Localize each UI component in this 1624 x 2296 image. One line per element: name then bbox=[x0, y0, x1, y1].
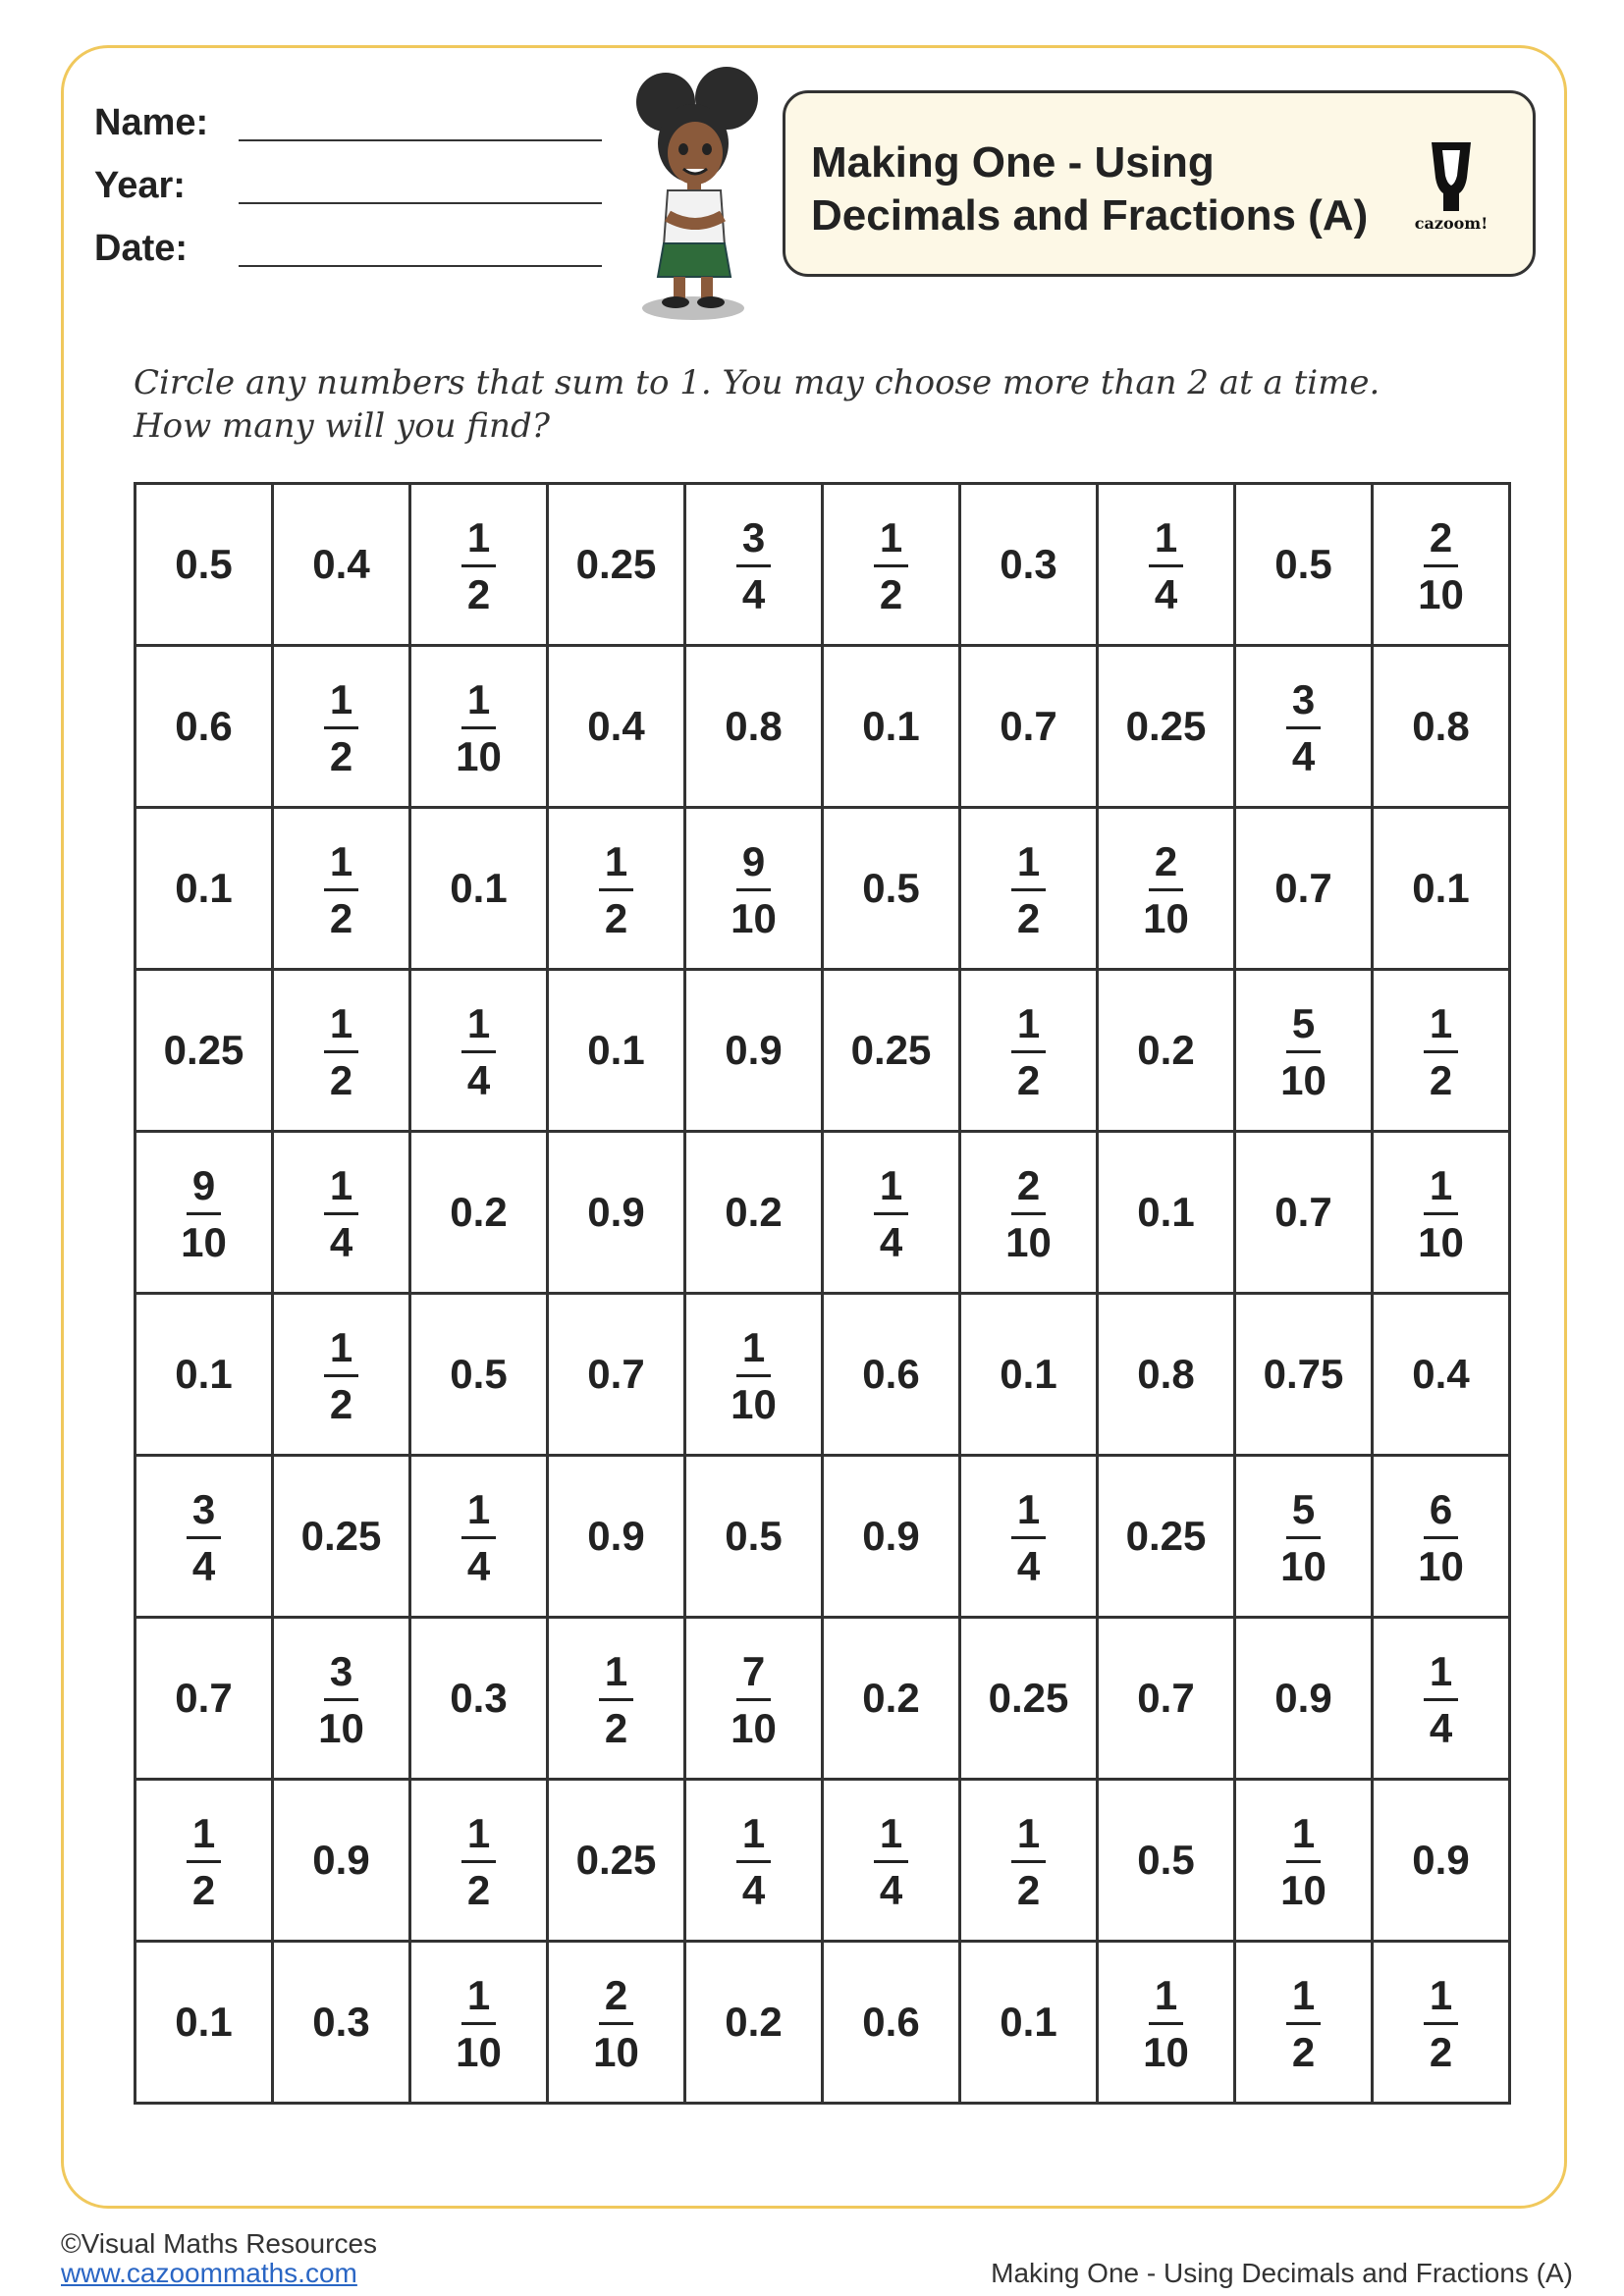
grid-row bbox=[135, 484, 1510, 646]
fraction-denominator: 2 bbox=[191, 1866, 216, 1913]
fraction-numerator: 1 bbox=[1011, 1489, 1046, 1539]
grid-cell[interactable] bbox=[273, 1132, 410, 1294]
fraction bbox=[1286, 675, 1321, 779]
grid-cell[interactable]: 0.1 bbox=[823, 646, 960, 808]
fraction bbox=[461, 1485, 496, 1589]
fraction-denominator: 4 bbox=[1429, 1704, 1453, 1751]
cazoom-logo bbox=[1412, 138, 1490, 233]
fraction-denominator: 10 bbox=[1280, 1542, 1326, 1589]
instructions-line-1: Circle any numbers that sum to 1. You may choose more than 2 at a time. bbox=[134, 363, 1380, 402]
fraction bbox=[1424, 1647, 1458, 1751]
grid-cell[interactable] bbox=[1235, 970, 1373, 1132]
fraction-denominator: 4 bbox=[1154, 570, 1178, 617]
grid-cell[interactable] bbox=[410, 1942, 548, 2104]
grid-cell[interactable] bbox=[410, 646, 548, 808]
fraction bbox=[461, 513, 496, 617]
grid-cell[interactable]: 0.2 bbox=[685, 1132, 823, 1294]
fraction-numerator: 5 bbox=[1286, 1003, 1321, 1053]
instructions bbox=[134, 361, 1410, 448]
grid-cell[interactable] bbox=[273, 808, 410, 970]
grid-cell[interactable] bbox=[1373, 484, 1510, 646]
fraction bbox=[1424, 1971, 1458, 2075]
grid-cell[interactable]: 0.5 bbox=[1098, 1780, 1235, 1942]
fraction-denominator: 2 bbox=[329, 732, 353, 779]
fraction-denominator: 10 bbox=[318, 1704, 364, 1751]
fraction-numerator: 1 bbox=[874, 1165, 908, 1215]
grid-row bbox=[135, 646, 1510, 808]
grid-cell[interactable]: 0.9 bbox=[548, 1456, 685, 1618]
grid-row bbox=[135, 1132, 1510, 1294]
grid-cell[interactable]: 0.6 bbox=[823, 1294, 960, 1456]
fraction bbox=[736, 513, 771, 617]
fraction-denominator: 10 bbox=[731, 894, 777, 941]
grid-cell[interactable]: 0.7 bbox=[1098, 1618, 1235, 1780]
grid-cell[interactable]: 0.6 bbox=[823, 1942, 960, 2104]
grid-cell[interactable] bbox=[410, 970, 548, 1132]
instructions-line-2: How many will you find? bbox=[134, 406, 550, 446]
fraction-denominator: 10 bbox=[1143, 2028, 1189, 2075]
fraction-numerator: 3 bbox=[1286, 679, 1321, 729]
fraction-numerator: 1 bbox=[324, 1003, 358, 1053]
date-line[interactable] bbox=[239, 265, 602, 267]
fraction-denominator: 4 bbox=[741, 570, 766, 617]
fraction-numerator: 1 bbox=[187, 1813, 221, 1863]
fraction-numerator: 1 bbox=[874, 1813, 908, 1863]
fraction-numerator: 1 bbox=[461, 517, 496, 567]
grid-cell[interactable]: 0.9 bbox=[273, 1780, 410, 1942]
logo-text: cazoom! bbox=[1414, 214, 1489, 233]
grid-cell[interactable] bbox=[960, 808, 1098, 970]
fraction-numerator: 2 bbox=[1424, 517, 1458, 567]
grid-cell[interactable] bbox=[1235, 1942, 1373, 2104]
year-line[interactable] bbox=[239, 202, 602, 204]
fraction-denominator: 2 bbox=[1429, 1056, 1453, 1103]
grid-cell[interactable] bbox=[685, 808, 823, 970]
fraction bbox=[874, 513, 908, 617]
grid-cell[interactable] bbox=[823, 1780, 960, 1942]
grid-cell[interactable]: 0.7 bbox=[960, 646, 1098, 808]
grid-cell[interactable] bbox=[1373, 970, 1510, 1132]
grid-cell[interactable] bbox=[548, 1942, 685, 2104]
grid-cell[interactable]: 0.75 bbox=[1235, 1294, 1373, 1456]
grid-cell[interactable] bbox=[1373, 1132, 1510, 1294]
fraction-numerator: 5 bbox=[1286, 1489, 1321, 1539]
grid-row bbox=[135, 808, 1510, 970]
fraction-denominator: 4 bbox=[879, 1866, 903, 1913]
grid-cell[interactable]: 0.8 bbox=[1373, 646, 1510, 808]
fraction-denominator: 10 bbox=[593, 2028, 639, 2075]
grid-cell[interactable]: 0.9 bbox=[823, 1456, 960, 1618]
grid-cell[interactable]: 0.1 bbox=[135, 1942, 273, 2104]
fraction-numerator: 1 bbox=[1424, 1975, 1458, 2025]
fraction-denominator: 2 bbox=[1429, 2028, 1453, 2075]
grid-cell[interactable]: 0.5 bbox=[135, 484, 273, 646]
fraction-denominator: 10 bbox=[1280, 1056, 1326, 1103]
copyright-text: ©Visual Maths Resources bbox=[61, 2228, 378, 2259]
grid-cell[interactable] bbox=[960, 1780, 1098, 1942]
fraction-numerator: 1 bbox=[1149, 517, 1183, 567]
fraction-numerator: 1 bbox=[1011, 1813, 1046, 1863]
grid-cell[interactable]: 0.4 bbox=[548, 646, 685, 808]
fraction-denominator: 10 bbox=[1418, 570, 1464, 617]
fraction-numerator: 1 bbox=[1149, 1975, 1183, 2025]
title-line-1: Making One - Using bbox=[811, 138, 1215, 187]
fraction-numerator: 1 bbox=[1011, 1003, 1046, 1053]
fraction-denominator: 2 bbox=[1016, 1056, 1041, 1103]
grid-cell[interactable]: 0.25 bbox=[273, 1456, 410, 1618]
fraction bbox=[324, 675, 358, 779]
fraction bbox=[1274, 1809, 1332, 1913]
fraction-numerator: 1 bbox=[461, 1975, 496, 2025]
grid-cell[interactable] bbox=[1235, 646, 1373, 808]
fraction-numerator: 1 bbox=[1286, 1975, 1321, 2025]
grid-cell[interactable]: 0.9 bbox=[1373, 1780, 1510, 1942]
fraction bbox=[725, 837, 783, 941]
fraction-denominator: 2 bbox=[1291, 2028, 1316, 2075]
fraction bbox=[1149, 513, 1183, 617]
fraction-numerator: 1 bbox=[1424, 1165, 1458, 1215]
grid-cell[interactable]: 0.1 bbox=[1373, 808, 1510, 970]
fraction-numerator: 3 bbox=[736, 517, 771, 567]
fraction-denominator: 4 bbox=[1291, 732, 1316, 779]
fraction bbox=[874, 1809, 908, 1913]
fraction bbox=[450, 1971, 508, 2075]
grid-cell[interactable]: 0.9 bbox=[685, 970, 823, 1132]
fraction-numerator: 1 bbox=[1011, 841, 1046, 891]
fraction-denominator: 10 bbox=[1143, 894, 1189, 941]
fraction-numerator: 3 bbox=[324, 1651, 358, 1701]
grid-cell[interactable]: 0.1 bbox=[548, 970, 685, 1132]
fraction-numerator: 1 bbox=[874, 517, 908, 567]
fraction bbox=[1274, 1485, 1332, 1589]
grid-cell[interactable] bbox=[410, 1780, 548, 1942]
grid-cell[interactable]: 0.7 bbox=[1235, 808, 1373, 970]
grid-cell[interactable] bbox=[135, 1132, 273, 1294]
fraction bbox=[1412, 513, 1470, 617]
grid-cell[interactable] bbox=[548, 1618, 685, 1780]
fraction-numerator: 1 bbox=[324, 1327, 358, 1377]
grid-cell[interactable] bbox=[1098, 484, 1235, 646]
fraction bbox=[187, 1485, 221, 1589]
fraction bbox=[1137, 1971, 1195, 2075]
fraction bbox=[312, 1647, 370, 1751]
grid-cell[interactable]: 0.7 bbox=[548, 1294, 685, 1456]
fraction-numerator: 1 bbox=[461, 1489, 496, 1539]
grid-cell[interactable] bbox=[823, 1132, 960, 1294]
fraction-denominator: 10 bbox=[731, 1380, 777, 1427]
fraction bbox=[599, 1647, 633, 1751]
name-line[interactable] bbox=[239, 139, 602, 141]
girl-character-illustration bbox=[617, 59, 784, 324]
website-link[interactable]: www.cazoommaths.com bbox=[61, 2258, 357, 2288]
fraction bbox=[324, 1323, 358, 1427]
fraction-denominator: 10 bbox=[1418, 1542, 1464, 1589]
grid-cell[interactable] bbox=[823, 484, 960, 646]
grid-cell[interactable]: 0.25 bbox=[135, 970, 273, 1132]
fraction-denominator: 4 bbox=[466, 1056, 491, 1103]
fraction bbox=[324, 1161, 358, 1265]
grid-cell[interactable] bbox=[1373, 1456, 1510, 1618]
grid-row bbox=[135, 1456, 1510, 1618]
grid-cell[interactable] bbox=[1373, 1618, 1510, 1780]
fraction-numerator: 9 bbox=[736, 841, 771, 891]
title-box bbox=[783, 90, 1536, 277]
grid-cell[interactable] bbox=[1373, 1942, 1510, 2104]
grid-cell[interactable] bbox=[273, 1294, 410, 1456]
grid-cell[interactable]: 0.5 bbox=[823, 808, 960, 970]
fraction bbox=[736, 1809, 771, 1913]
fraction bbox=[1011, 837, 1046, 941]
grid-cell[interactable]: 0.9 bbox=[548, 1132, 685, 1294]
grid-cell[interactable]: 0.1 bbox=[135, 808, 273, 970]
fraction-numerator: 1 bbox=[599, 1651, 633, 1701]
fraction-denominator: 10 bbox=[1005, 1218, 1052, 1265]
grid-cell[interactable]: 0.4 bbox=[1373, 1294, 1510, 1456]
grid-cell[interactable] bbox=[960, 1456, 1098, 1618]
grid-cell[interactable] bbox=[273, 1618, 410, 1780]
grid-cell[interactable]: 0.1 bbox=[135, 1294, 273, 1456]
grid-cell[interactable] bbox=[1235, 1456, 1373, 1618]
fraction bbox=[1286, 1971, 1321, 2075]
fraction-denominator: 10 bbox=[731, 1704, 777, 1751]
grid-row bbox=[135, 1618, 1510, 1780]
grid-cell[interactable]: 0.3 bbox=[960, 484, 1098, 646]
fraction-denominator: 10 bbox=[181, 1218, 227, 1265]
fraction bbox=[725, 1323, 783, 1427]
grid-cell[interactable] bbox=[1098, 808, 1235, 970]
fraction bbox=[1011, 999, 1046, 1103]
grid-cell[interactable]: 0.5 bbox=[410, 1294, 548, 1456]
grid-cell[interactable]: 0.25 bbox=[1098, 1456, 1235, 1618]
fraction-numerator: 7 bbox=[736, 1651, 771, 1701]
grid-cell[interactable]: 0.8 bbox=[1098, 1294, 1235, 1456]
year-label: Year: bbox=[94, 165, 186, 206]
grid-cell[interactable]: 0.1 bbox=[960, 1942, 1098, 2104]
grid-row bbox=[135, 970, 1510, 1132]
grid-row bbox=[135, 1942, 1510, 2104]
grid-cell[interactable]: 0.4 bbox=[273, 484, 410, 646]
fraction bbox=[1011, 1485, 1046, 1589]
fraction-denominator: 10 bbox=[456, 2028, 502, 2075]
fraction-numerator: 1 bbox=[1286, 1813, 1321, 1863]
grid-cell[interactable] bbox=[410, 1456, 548, 1618]
fraction-denominator: 10 bbox=[456, 732, 502, 779]
fraction bbox=[599, 837, 633, 941]
grid-cell[interactable]: 0.5 bbox=[685, 1456, 823, 1618]
grid-cell[interactable]: 0.9 bbox=[1235, 1618, 1373, 1780]
fraction-numerator: 1 bbox=[599, 841, 633, 891]
grid-cell[interactable]: 0.2 bbox=[823, 1618, 960, 1780]
fraction-denominator: 2 bbox=[466, 1866, 491, 1913]
fraction-numerator: 1 bbox=[1424, 1003, 1458, 1053]
grid-cell[interactable]: 0.25 bbox=[548, 1780, 685, 1942]
fraction bbox=[461, 1809, 496, 1913]
grid-cell[interactable] bbox=[548, 808, 685, 970]
fraction-denominator: 2 bbox=[604, 894, 628, 941]
fraction-denominator: 10 bbox=[1418, 1218, 1464, 1265]
fraction-numerator: 2 bbox=[1011, 1165, 1046, 1215]
fraction-denominator: 2 bbox=[1016, 1866, 1041, 1913]
grid-cell[interactable]: 0.25 bbox=[1098, 646, 1235, 808]
grid-row bbox=[135, 1294, 1510, 1456]
fraction-denominator: 4 bbox=[1016, 1542, 1041, 1589]
footer-title: Making One - Using Decimals and Fractions (A) bbox=[991, 2258, 1573, 2288]
worksheet-title bbox=[811, 136, 1368, 242]
fraction-numerator: 1 bbox=[324, 841, 358, 891]
fraction-denominator: 10 bbox=[1280, 1866, 1326, 1913]
grid-cell[interactable]: 0.3 bbox=[410, 1618, 548, 1780]
grid-cell[interactable]: 0.7 bbox=[1235, 1132, 1373, 1294]
grid-cell[interactable] bbox=[135, 1780, 273, 1942]
grid-row bbox=[135, 1780, 1510, 1942]
fraction-numerator: 2 bbox=[599, 1975, 633, 2025]
fraction-denominator: 2 bbox=[466, 570, 491, 617]
fraction-numerator: 1 bbox=[461, 1003, 496, 1053]
grid-cell[interactable]: 0.8 bbox=[685, 646, 823, 808]
grid-cell[interactable]: 0.1 bbox=[960, 1294, 1098, 1456]
fraction bbox=[1412, 1485, 1470, 1589]
fraction-denominator: 4 bbox=[879, 1218, 903, 1265]
grid-cell[interactable] bbox=[273, 646, 410, 808]
fraction bbox=[187, 1809, 221, 1913]
title-line-2: Decimals and Fractions (A) bbox=[811, 191, 1369, 240]
name-label: Name: bbox=[94, 102, 209, 143]
grid-cell[interactable] bbox=[960, 1132, 1098, 1294]
fraction-denominator: 4 bbox=[466, 1542, 491, 1589]
fraction-denominator: 4 bbox=[191, 1542, 216, 1589]
fraction-denominator: 2 bbox=[329, 1380, 353, 1427]
fraction bbox=[1011, 1809, 1046, 1913]
grid-cell[interactable]: 0.5 bbox=[1235, 484, 1373, 646]
grid-cell[interactable]: 0.1 bbox=[410, 808, 548, 970]
fraction-denominator: 2 bbox=[329, 894, 353, 941]
grid-cell[interactable]: 0.2 bbox=[1098, 970, 1235, 1132]
fraction-numerator: 1 bbox=[324, 1165, 358, 1215]
number-grid bbox=[134, 482, 1511, 2105]
date-label: Date: bbox=[94, 228, 189, 269]
grid-cell[interactable]: 0.3 bbox=[273, 1942, 410, 2104]
fraction-numerator: 2 bbox=[1149, 841, 1183, 891]
fraction bbox=[1137, 837, 1195, 941]
fraction-denominator: 2 bbox=[1016, 894, 1041, 941]
grid-cell[interactable]: 0.7 bbox=[135, 1618, 273, 1780]
fraction-numerator: 1 bbox=[324, 679, 358, 729]
fraction-denominator: 4 bbox=[741, 1866, 766, 1913]
fraction-denominator: 2 bbox=[604, 1704, 628, 1751]
fraction-numerator: 1 bbox=[736, 1327, 771, 1377]
fraction bbox=[450, 675, 508, 779]
grid-cell[interactable]: 0.2 bbox=[685, 1942, 823, 2104]
grid-cell[interactable] bbox=[685, 1294, 823, 1456]
fraction-denominator: 4 bbox=[329, 1218, 353, 1265]
grid-cell[interactable]: 0.1 bbox=[1098, 1132, 1235, 1294]
fraction-numerator: 6 bbox=[1424, 1489, 1458, 1539]
fraction-denominator: 2 bbox=[879, 570, 903, 617]
fraction-numerator: 1 bbox=[1424, 1651, 1458, 1701]
grid-cell[interactable] bbox=[135, 1456, 273, 1618]
grid-cell[interactable]: 0.6 bbox=[135, 646, 273, 808]
fraction bbox=[725, 1647, 783, 1751]
fraction-numerator: 1 bbox=[736, 1813, 771, 1863]
fraction bbox=[175, 1161, 233, 1265]
grid-cell[interactable] bbox=[685, 1780, 823, 1942]
grid-cell[interactable] bbox=[960, 970, 1098, 1132]
fraction bbox=[1424, 999, 1458, 1103]
fraction-numerator: 3 bbox=[187, 1489, 221, 1539]
grid-cell[interactable]: 0.25 bbox=[548, 484, 685, 646]
grid-cell[interactable] bbox=[685, 1618, 823, 1780]
grid-cell[interactable] bbox=[410, 484, 548, 646]
fraction bbox=[1274, 999, 1332, 1103]
fraction bbox=[461, 999, 496, 1103]
grid-cell[interactable] bbox=[1098, 1942, 1235, 2104]
grid-cell[interactable] bbox=[685, 484, 823, 646]
grid-cell[interactable]: 0.2 bbox=[410, 1132, 548, 1294]
fraction-numerator: 9 bbox=[187, 1165, 221, 1215]
fraction bbox=[324, 999, 358, 1103]
grid-cell[interactable]: 0.25 bbox=[960, 1618, 1098, 1780]
fraction bbox=[1000, 1161, 1057, 1265]
grid-cell[interactable]: 0.25 bbox=[823, 970, 960, 1132]
grid-cell[interactable] bbox=[1235, 1780, 1373, 1942]
fraction bbox=[874, 1161, 908, 1265]
fraction bbox=[1412, 1161, 1470, 1265]
fraction bbox=[587, 1971, 645, 2075]
fraction bbox=[324, 837, 358, 941]
fraction-numerator: 1 bbox=[461, 679, 496, 729]
grid-cell[interactable] bbox=[273, 970, 410, 1132]
fraction-numerator: 1 bbox=[461, 1813, 496, 1863]
fraction-denominator: 2 bbox=[329, 1056, 353, 1103]
